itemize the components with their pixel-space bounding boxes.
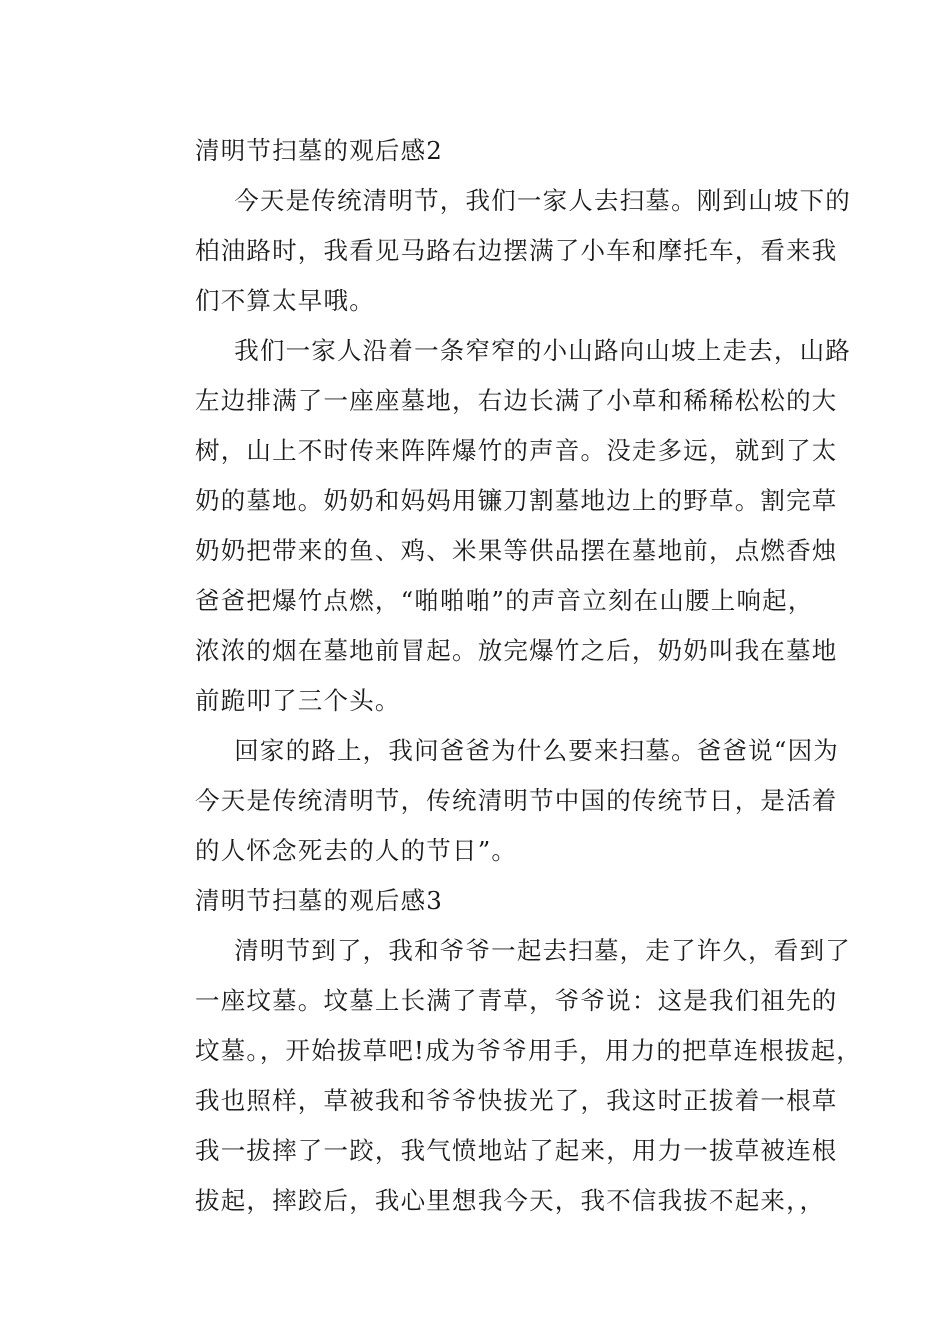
text-line: 我们一家人沿着一条窄窄的小山路向山坡上走去，山路 bbox=[234, 336, 851, 365]
text-line: 拔起，摔跤后，我心里想我今天，我不信我拔不起来，， bbox=[195, 1186, 826, 1215]
text-line: 一座坟墓。坟墓上长满了青草，爷爷说：这是我们祖先的 bbox=[195, 986, 838, 1015]
paragraph bbox=[146, 926, 862, 1226]
paragraph bbox=[146, 326, 851, 726]
text-line: 清明节到了，我和爷爷一起去扫墓，走了许久，看到了 bbox=[234, 936, 851, 965]
text-line: 今天是传统清明节，我们一家人去扫墓。刚到山坡下的 bbox=[234, 186, 851, 215]
text-line: 浓浓的烟在墓地前冒起。放完爆竹之后，奶奶叫我在墓地 bbox=[195, 636, 838, 665]
section-heading bbox=[146, 876, 812, 926]
text-line: 的人怀念死去的人的节日”。 bbox=[195, 836, 518, 865]
text-line: 今天是传统清明节，传统清明节中国的传统节日，是活着 bbox=[195, 786, 838, 815]
text-line: 奶奶把带来的鱼、鸡、米果等供品摆在墓地前，点燃香烛 bbox=[195, 536, 838, 565]
heading-text: 清明节扫墓的观后感3 bbox=[195, 886, 444, 915]
text-line: 爸爸把爆竹点燃，“啪啪啪”的声音立刻在山腰上响起， bbox=[195, 586, 814, 615]
section-heading bbox=[146, 126, 812, 176]
text-line: 坟墓。，开始拔草吧!成为爷爷用手，用力的把草连根拔起， bbox=[195, 1036, 862, 1065]
text-line: 回家的路上，我问爸爸为什么要来扫墓。爸爸说“因为 bbox=[234, 736, 840, 765]
text-line: 我也照样，草被我和爷爷快拔光了，我这时正拔着一根草 bbox=[195, 1086, 838, 1115]
text-line: 我一拔摔了一跤，我气愤地站了起来，用力一拔草被连根 bbox=[195, 1136, 838, 1165]
document-body bbox=[146, 126, 862, 1226]
text-line: 前跪叩了三个头。 bbox=[195, 686, 401, 715]
paragraph bbox=[146, 176, 851, 326]
text-line: 树，山上不时传来阵阵爆竹的声音。没走多远，就到了太 bbox=[195, 436, 838, 465]
text-line: 奶的墓地。奶奶和妈妈用镰刀割墓地边上的野草。割完草 bbox=[195, 486, 838, 515]
text-line: 左边排满了一座座墓地，右边长满了小草和稀稀松松的大 bbox=[195, 386, 838, 415]
paragraph bbox=[146, 726, 840, 876]
text-line: 柏油路时，我看见马路右边摆满了小车和摩托车，看来我 bbox=[195, 236, 838, 265]
heading-text: 清明节扫墓的观后感2 bbox=[195, 136, 444, 165]
text-line: 们不算太早哦。 bbox=[195, 286, 375, 315]
